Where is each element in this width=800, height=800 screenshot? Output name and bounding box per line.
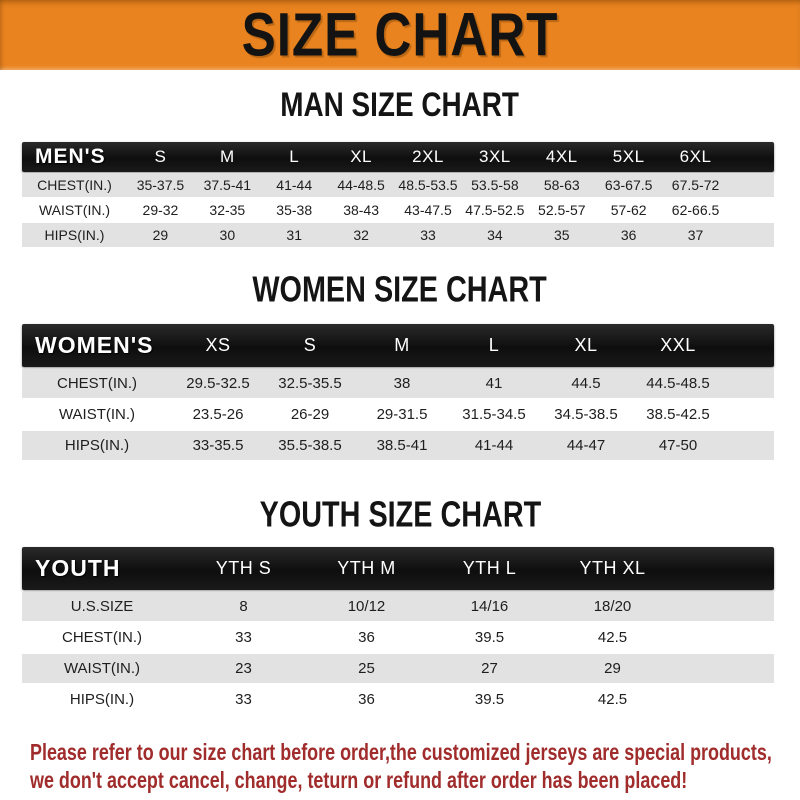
row-label: WAIST(IN.)	[38, 202, 111, 218]
section-heading-women-text: WOMEN SIZE CHART	[252, 268, 548, 310]
row-label: CHEST(IN.)	[62, 629, 142, 646]
table-cell: 14/16	[470, 598, 509, 615]
table-cell: 10/12	[347, 598, 386, 615]
table-cell: 34	[487, 227, 503, 243]
row-label: HIPS(IN.)	[64, 437, 130, 454]
table-cell: 47.5-52.5	[465, 202, 525, 218]
disclaimer-line-2: we don't accept cancel, change, teturn or refund after order has been placed!	[30, 766, 688, 794]
table-header-row	[22, 324, 774, 367]
size-column-header: L	[289, 147, 300, 166]
table-row	[22, 369, 774, 398]
table-cell: 29.5-32.5	[186, 375, 250, 392]
table-cell: 35	[553, 227, 570, 243]
table-cell: 67.5-72	[671, 177, 720, 193]
table-row	[22, 400, 774, 429]
womens-size-table	[22, 324, 774, 460]
mens-size-table	[22, 142, 774, 247]
table-cell: 38-43	[343, 202, 379, 218]
row-label: CHEST(IN.)	[57, 375, 137, 392]
table-cell: 29	[604, 660, 621, 677]
section-heading-youth-text: YOUTH SIZE CHART	[259, 493, 541, 535]
table-cell: 33	[235, 629, 252, 646]
table-cell: 63-67.5	[604, 177, 653, 193]
table-cell: 18/20	[593, 598, 632, 615]
size-column-header: YTH S	[215, 558, 272, 578]
table-cell: 29-32	[142, 202, 179, 218]
table-cell: 41-44	[276, 177, 313, 193]
table-cell: 33	[235, 691, 252, 708]
women-size-chart-section	[0, 268, 800, 460]
table-row	[22, 431, 774, 460]
table-cell: 26-29	[290, 406, 330, 423]
size-column-header: 2XL	[412, 147, 444, 166]
table-cell: 27	[481, 660, 498, 677]
table-cell: 42.5	[597, 629, 628, 646]
table-row	[22, 173, 774, 197]
table-cell: 35-38	[276, 202, 313, 218]
table-cell: 33-35.5	[192, 437, 244, 454]
size-column-header: YTH XL	[579, 558, 646, 578]
table-cell: 41	[485, 375, 503, 392]
table-cell: 57-62	[610, 202, 647, 218]
size-column-header: XL	[574, 335, 598, 355]
table-cell: 36	[620, 227, 637, 243]
table-cell: 32	[353, 227, 369, 243]
table-header-row	[22, 547, 774, 590]
size-column-header: 6XL	[679, 147, 712, 166]
table-cell: 32.5-35.5	[278, 375, 342, 392]
table-cell: 23.5-26	[192, 406, 244, 423]
row-label: U.S.SIZE	[70, 598, 134, 615]
table-cell: 29-31.5	[376, 406, 428, 423]
disclaimer-line-1: Please refer to our size chart before order,the customized jerseys are special products,	[30, 738, 772, 766]
table-header-row	[22, 142, 774, 172]
size-column-header: L	[488, 335, 500, 355]
table-corner-label: YOUTH	[35, 555, 121, 581]
banner-title: SIZE CHART	[241, 0, 559, 70]
size-column-header: M	[394, 335, 410, 355]
section-heading-man-text: MAN SIZE CHART	[280, 84, 520, 125]
table-cell: 58-63	[543, 177, 580, 193]
table-cell: 23	[235, 660, 252, 677]
table-corner-label: WOMEN'S	[35, 332, 154, 358]
section-heading-women	[0, 268, 800, 310]
table-cell: 38.5-42.5	[646, 406, 710, 423]
table-cell: 37.5-41	[203, 177, 252, 193]
table-cell: 43-47.5	[404, 202, 452, 218]
section-heading-man	[0, 84, 800, 125]
size-column-header: M	[219, 147, 235, 166]
table-row	[22, 223, 774, 247]
size-column-header: 4XL	[545, 147, 578, 166]
table-cell: 38.5-41	[376, 437, 428, 454]
table-cell: 37	[687, 227, 704, 243]
table-row	[22, 592, 774, 621]
table-cell: 42.5	[597, 691, 628, 708]
table-row	[22, 685, 774, 714]
man-size-chart-section	[0, 84, 800, 247]
row-label: HIPS(IN.)	[44, 227, 105, 243]
table-row	[22, 623, 774, 652]
table-cell: 25	[358, 660, 375, 677]
size-column-header: XS	[205, 335, 231, 355]
table-row	[22, 654, 774, 683]
table-cell: 62-66.5	[671, 202, 720, 218]
table-cell: 44.5-48.5	[646, 375, 710, 392]
table-cell: 44-47	[566, 437, 606, 454]
size-chart-banner	[0, 0, 800, 70]
size-column-header: YTH L	[462, 558, 517, 578]
row-label: HIPS(IN.)	[69, 691, 135, 708]
table-cell: 47-50	[658, 437, 698, 454]
table-cell: 35.5-38.5	[278, 437, 342, 454]
table-cell: 44.5	[571, 375, 601, 392]
row-label: CHEST(IN.)	[37, 177, 112, 193]
table-cell: 31	[286, 227, 302, 243]
table-cell: 52.5-57	[538, 202, 586, 218]
youth-size-table	[22, 547, 774, 714]
table-cell: 39.5	[474, 629, 505, 646]
size-column-header: S	[154, 147, 167, 166]
row-label: WAIST(IN.)	[63, 660, 141, 677]
youth-size-chart-section	[0, 493, 800, 714]
table-cell: 34.5-38.5	[554, 406, 618, 423]
table-cell: 31.5-34.5	[462, 406, 526, 423]
table-cell: 38	[393, 375, 411, 392]
size-column-header: YTH M	[337, 558, 396, 578]
table-cell: 36	[358, 691, 375, 708]
table-cell: 33	[420, 227, 436, 243]
table-row	[22, 198, 774, 222]
size-column-header: XL	[350, 147, 372, 166]
table-cell: 53.5-58	[471, 177, 519, 193]
row-label: WAIST(IN.)	[58, 406, 136, 423]
table-cell: 32-35	[209, 202, 246, 218]
table-cell: 35-37.5	[136, 177, 185, 193]
size-column-header: 3XL	[479, 147, 511, 166]
size-column-header: 5XL	[612, 147, 645, 166]
table-cell: 8	[239, 598, 248, 615]
table-cell: 44-48.5	[337, 177, 385, 193]
section-heading-youth	[0, 493, 800, 535]
table-cell: 29	[152, 227, 169, 243]
table-corner-label: MEN'S	[35, 145, 106, 168]
disclaimer-text	[30, 738, 800, 794]
size-column-header: S	[303, 335, 317, 355]
table-cell: 41-44	[474, 437, 514, 454]
size-column-header: XXL	[660, 335, 696, 355]
table-cell: 30	[219, 227, 236, 243]
table-cell: 48.5-53.5	[398, 177, 458, 193]
table-cell: 36	[358, 629, 375, 646]
table-cell: 39.5	[474, 691, 505, 708]
